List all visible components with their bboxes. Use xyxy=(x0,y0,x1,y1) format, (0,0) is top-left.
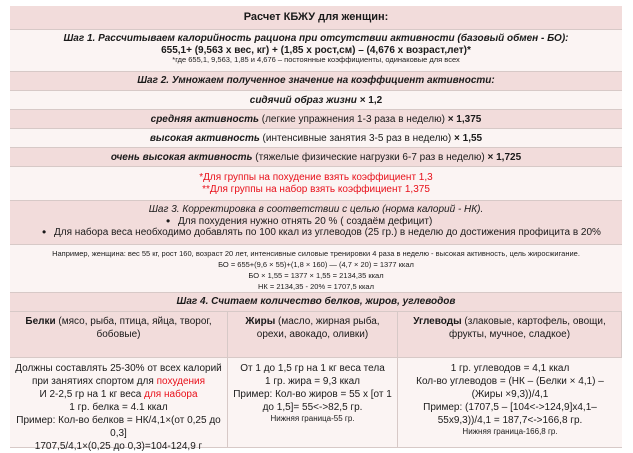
carbs-header xyxy=(398,312,622,358)
document-title: Расчет КБЖУ для женщин: xyxy=(10,6,622,30)
kbzhu-document xyxy=(10,6,622,452)
activity-sedentary xyxy=(10,91,622,110)
fats-header xyxy=(228,312,398,358)
proteins-line1 xyxy=(14,362,223,388)
carbs-title: Углеводы xyxy=(413,316,462,327)
step1-note: *где 655,1, 9,563, 1,85 и 4,676 – постоянные коэффициенты, одинаковые для всех xyxy=(172,55,460,64)
weight-loss-note: *Для группы на похудение взять коэффициент 1,3 xyxy=(199,172,433,183)
activity-desc: (легкие упражнения 1-3 раза в неделю) xyxy=(258,114,448,125)
fats-line3: Пример: Кол-во жиров = 55 х [от 1 до 1,5]= 55<->82,5 гр. xyxy=(233,389,392,413)
proteins-desc: (мясо, рыба, птица, яйца, творог, бобовые) xyxy=(55,316,212,340)
fats-desc: (масло, жирная рыба, орехи, авокадо, оливки) xyxy=(256,316,380,340)
activity-coef: × 1,55 xyxy=(454,133,483,144)
step3-bullets-2 xyxy=(10,227,622,239)
proteins-line3: 1 гр. белка = 4.1 ккал xyxy=(69,402,168,413)
carbs-line1: 1 гр. углеводов = 4,1 ккал xyxy=(450,363,570,374)
fats-title: Жиры xyxy=(245,316,276,327)
carbs-desc: (злаковые, картофель, овощи, фрукты, мучное, сладкое) xyxy=(448,316,606,340)
proteins-body xyxy=(10,358,228,452)
step3-block xyxy=(10,201,622,245)
proteins-line2-red: для набора xyxy=(144,389,198,400)
step1-formula: 655,1+ (9,563 х вес, кг) + (1,85 х рост,см) – (4,676 х возраст,лет)* xyxy=(161,44,471,56)
activity-name: средняя активность xyxy=(150,114,259,125)
proteins-header xyxy=(10,312,228,358)
step2-heading: Шаг 2. Умножаем полученное значение на коэффициент активности: xyxy=(10,72,622,91)
activity-high xyxy=(10,129,622,148)
carbs-line2: Кол-во углеводов = (НК – (Белки × 4,1) – (Жиры ×9,3))/4,1 xyxy=(416,376,604,400)
example-bo: БО = 655+(9,6 × 55)+(1,8 × 160) — (4,7 × 20) = 1377 ккал xyxy=(218,259,414,269)
activity-name: высокая активность xyxy=(149,133,260,144)
proteins-line2 xyxy=(14,388,223,401)
example-nk: НК = 2134,35 - 20% = 1707,5 ккал xyxy=(258,281,374,291)
carbs-body xyxy=(398,358,622,448)
activity-name: очень высокая активность xyxy=(110,152,253,163)
weight-gain-note: **Для группы на набор взять коэффициент 1,375 xyxy=(202,183,430,195)
step3-bullet-gain: • Для набора веса необходимо добавлять по 100 ккал из углеводов (25 гр.) в неделю до достижения профицита в 20% xyxy=(40,227,622,239)
example-bo-activity: БО × 1,55 = 1377 × 1,55 = 2134,35 ккал xyxy=(248,270,384,280)
activity-coef: × 1,375 xyxy=(447,114,482,125)
proteins-line1-red: похудения xyxy=(156,376,206,387)
proteins-title: Белки xyxy=(25,316,56,327)
activity-medium xyxy=(10,110,622,129)
activity-desc: (интенсивные занятия 3-5 раз в неделю) xyxy=(259,133,455,144)
proteins-line1-text: Должны составлять 25-30% от всех калорий при занятиях спортом для xyxy=(15,363,222,387)
group-notes xyxy=(10,167,622,201)
step3-bullets xyxy=(10,216,622,228)
proteins-line5: 1707,5/4,1×(0,25 до 0,3)=104-124,9 г xyxy=(34,441,203,452)
carbs-line4: Нижняя граница-166,8 гр. xyxy=(462,427,558,436)
step4-heading: Шаг 4. Считаем количество белков, жиров, углеводов xyxy=(10,293,622,312)
step1-block xyxy=(10,30,622,72)
fats-line2: 1 гр. жира = 9,3 ккал xyxy=(265,376,360,387)
activity-desc: (тяжелые физические нагрузки 6-7 раз в неделю) xyxy=(252,152,488,163)
fats-line4: Нижняя граница-55 гр. xyxy=(270,414,355,423)
proteins-line4: Пример: Кол-во белков = НК/4,1×(от 0,25 до 0,3] xyxy=(16,415,221,439)
fats-line1: От 1 до 1,5 гр на 1 кг веса тела xyxy=(240,363,385,374)
activity-coef: × 1,725 xyxy=(487,152,522,163)
activity-very-high xyxy=(10,148,622,167)
proteins-line2-text: И 2-2,5 гр на 1 кг веса xyxy=(39,389,145,400)
carbs-line3: Пример: (1707,5 – [104<->124,9]x4,1– 55x9,3))/4,1 = 187,7<->166,8 гр. xyxy=(423,402,597,426)
step3-bullet-loss: • Для похудения нужно отнять 20 % ( создаём дефицит) xyxy=(164,216,622,228)
step3-heading: Шаг 3. Корректировка в соответствии с целью (норма калорий - НК). xyxy=(148,204,484,215)
macros-table xyxy=(10,312,622,452)
step1-heading: Шаг 1. Рассчитываем калорийность рациона при отсутствии активности (базовый обмен - БО): xyxy=(63,33,569,44)
activity-name: сидячий образ жизни xyxy=(249,95,357,106)
fats-body xyxy=(228,358,398,448)
activity-coef: × 1,2 xyxy=(359,95,383,106)
example-block xyxy=(10,245,622,293)
example-intro: Например, женщина: вес 55 кг, рост 160, возраст 20 лет, интенсивные силовые тренировки 4 раза в неделю - высокая активность, цель жиросжигание. xyxy=(52,249,580,258)
